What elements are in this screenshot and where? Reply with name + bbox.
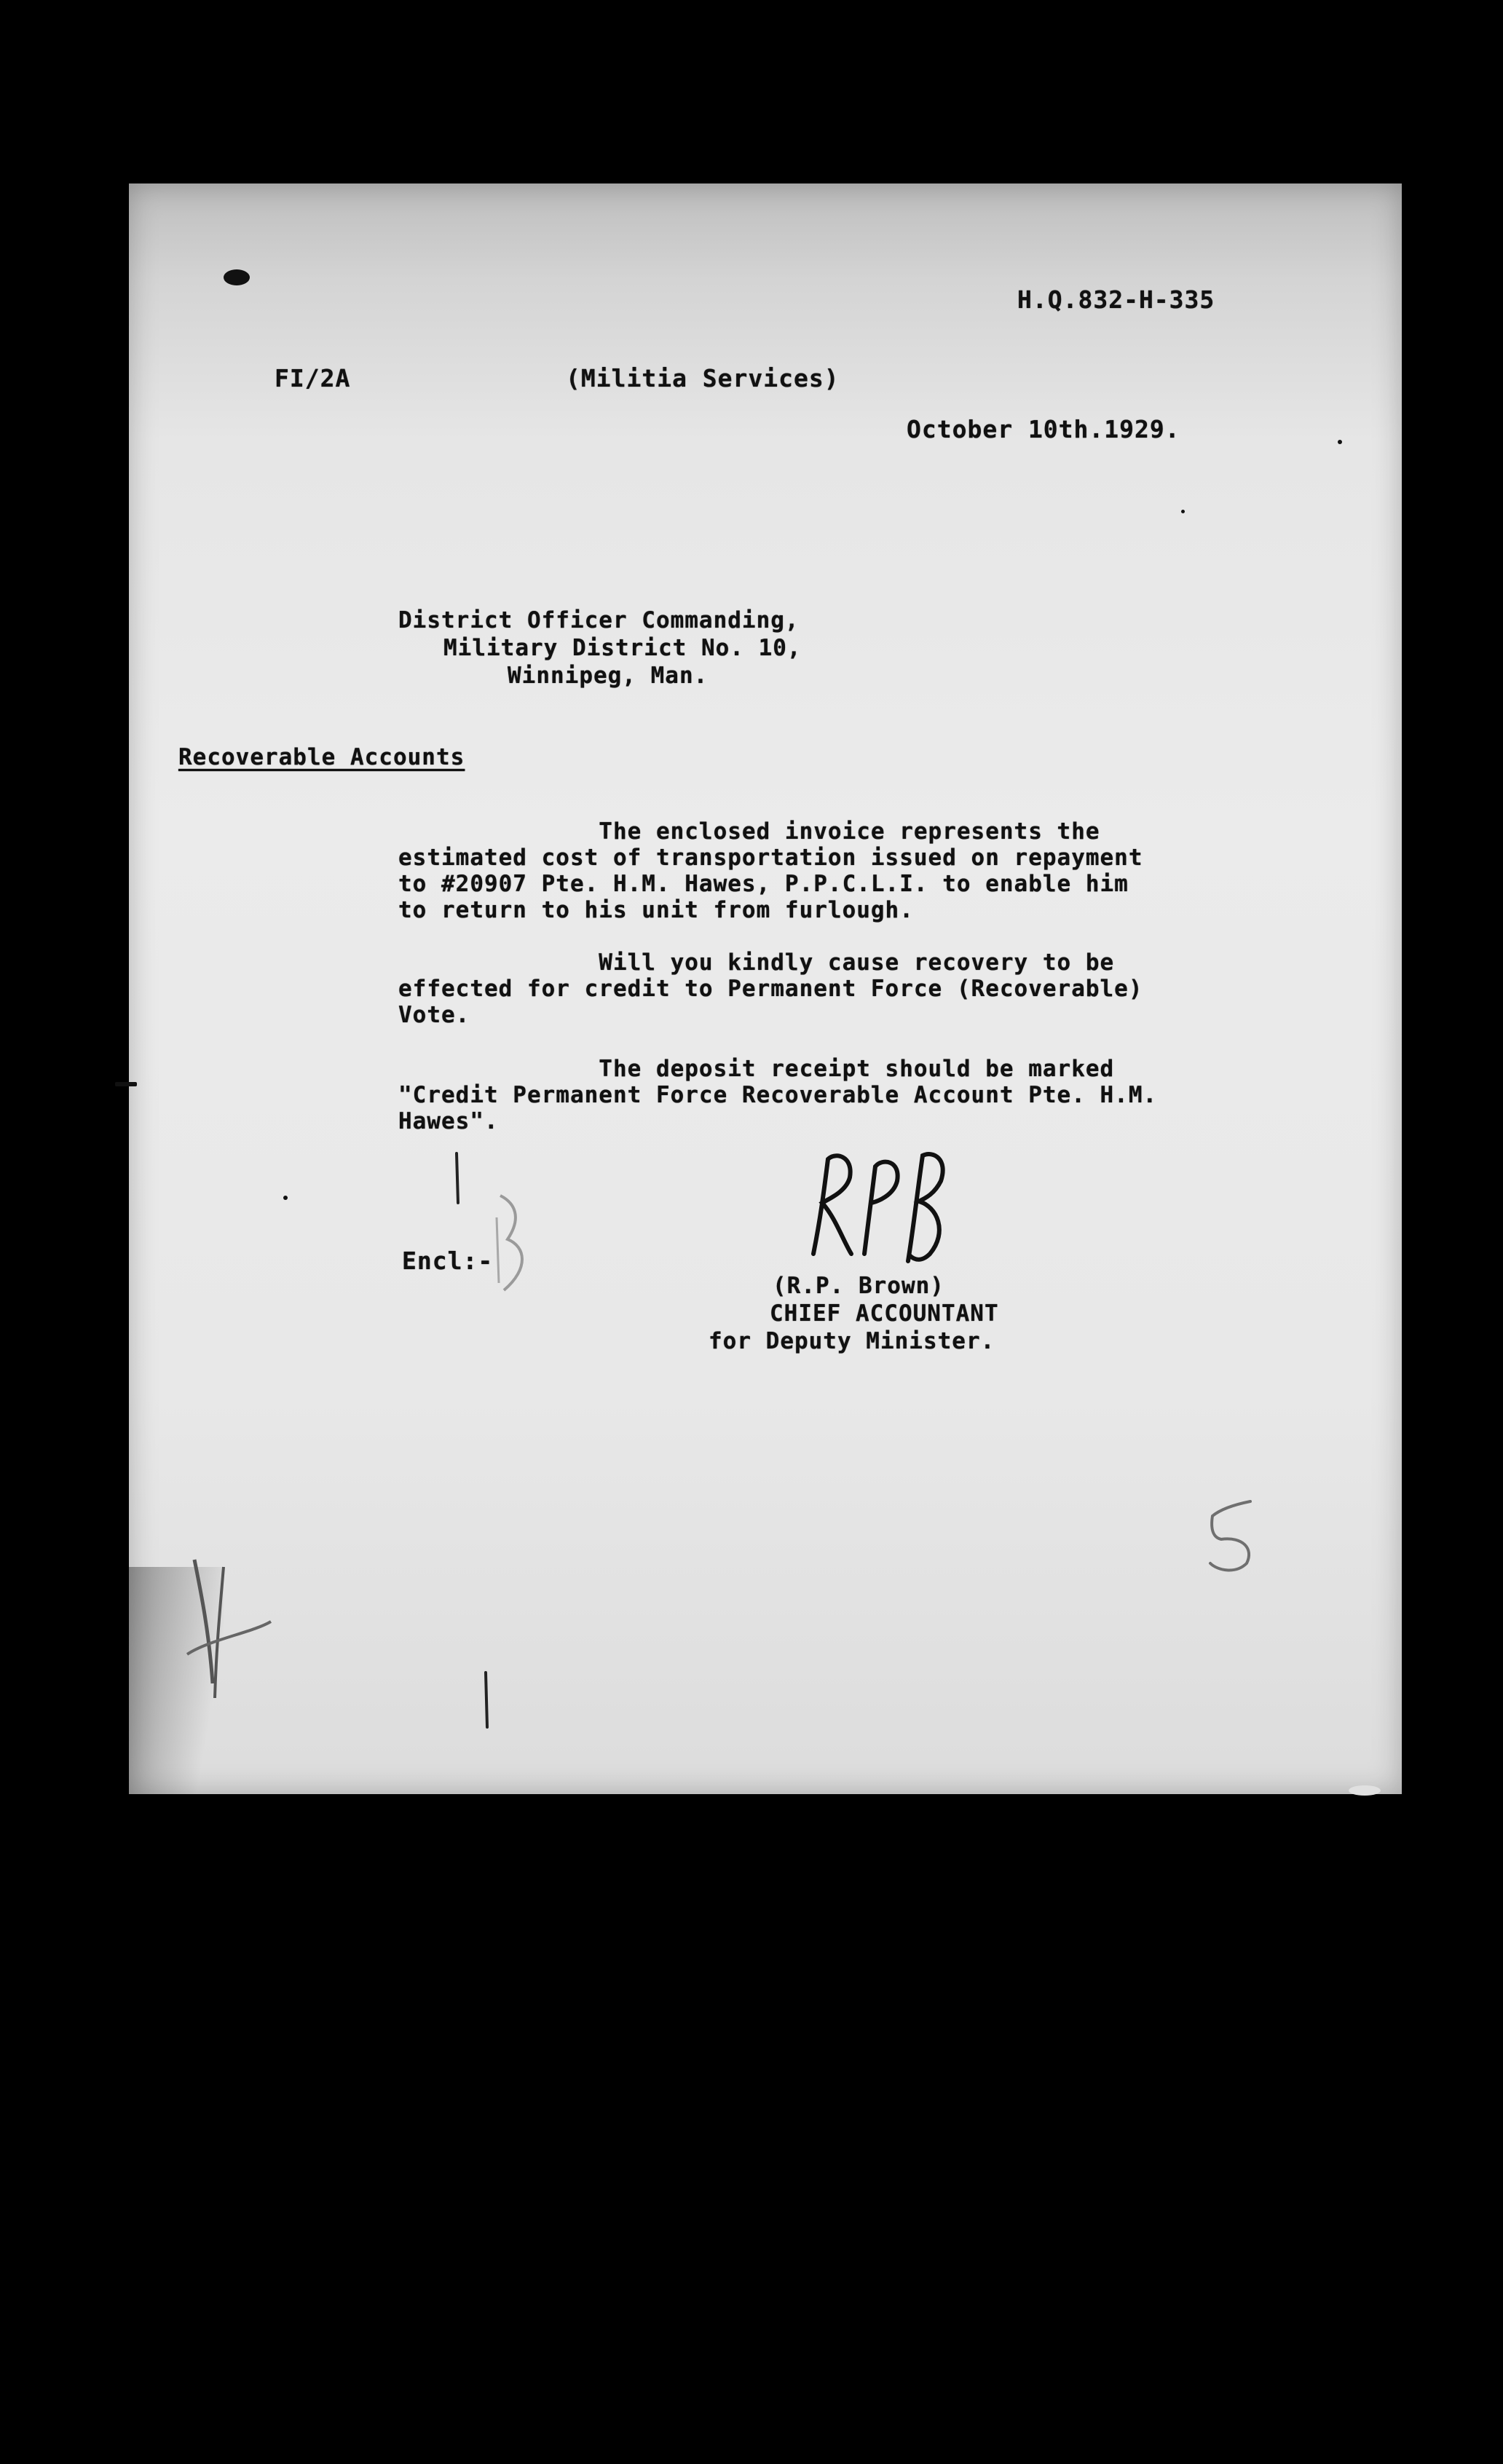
pencil-numeral	[1192, 1494, 1272, 1582]
speck	[1338, 440, 1342, 444]
address-line: Military District No. 10,	[443, 635, 802, 661]
body-line: "Credit Permanent Force Recoverable Account Pte. H.M.	[398, 1082, 1158, 1108]
pencil-tick	[449, 1152, 464, 1210]
edge-notch	[115, 1082, 137, 1086]
body-line: Will you kindly cause recovery to be	[398, 949, 1115, 976]
file-reference: H.Q.832-H-335	[1017, 285, 1215, 314]
body-line: Hawes".	[398, 1108, 499, 1134]
body-line: estimated cost of transportation issued on repayment	[398, 845, 1143, 871]
body-line: to return to his unit from furlough.	[398, 897, 914, 923]
pencil-initials	[486, 1188, 544, 1305]
body-line: effected for credit to Permanent Force (Recoverable)	[398, 976, 1143, 1002]
body-line: The enclosed invoice represents the	[398, 818, 1100, 845]
handwritten-signature	[784, 1145, 974, 1276]
address-line: District Officer Commanding,	[398, 607, 800, 633]
ink-blot	[224, 269, 250, 285]
letter-date: October 10th.1929.	[907, 415, 1180, 443]
speck	[283, 1196, 288, 1200]
speck	[1181, 510, 1185, 513]
letter-page	[129, 183, 1402, 1794]
corner-blot	[1349, 1785, 1381, 1796]
body-line: The deposit receipt should be marked	[398, 1056, 1115, 1082]
signatory-title: CHIEF ACCOUNTANT	[770, 1300, 999, 1327]
signatory-for: for Deputy Minister.	[709, 1328, 995, 1354]
branch-code: FI/2A	[275, 364, 351, 392]
body-line: Vote.	[398, 1002, 470, 1028]
pencil-stroke	[478, 1669, 493, 1734]
address-line: Winnipeg, Man.	[508, 663, 709, 689]
body-line: to #20907 Pte. H.M. Hawes, P.P.C.L.I. to enable him	[398, 871, 1129, 897]
subject-line: Recoverable Accounts	[178, 744, 465, 770]
pencil-flourish	[143, 1552, 289, 1713]
signatory-name: (R.P. Brown)	[773, 1273, 944, 1299]
section-tag: (Militia Services)	[566, 364, 840, 392]
enclosure-label: Encl:-	[402, 1247, 494, 1275]
